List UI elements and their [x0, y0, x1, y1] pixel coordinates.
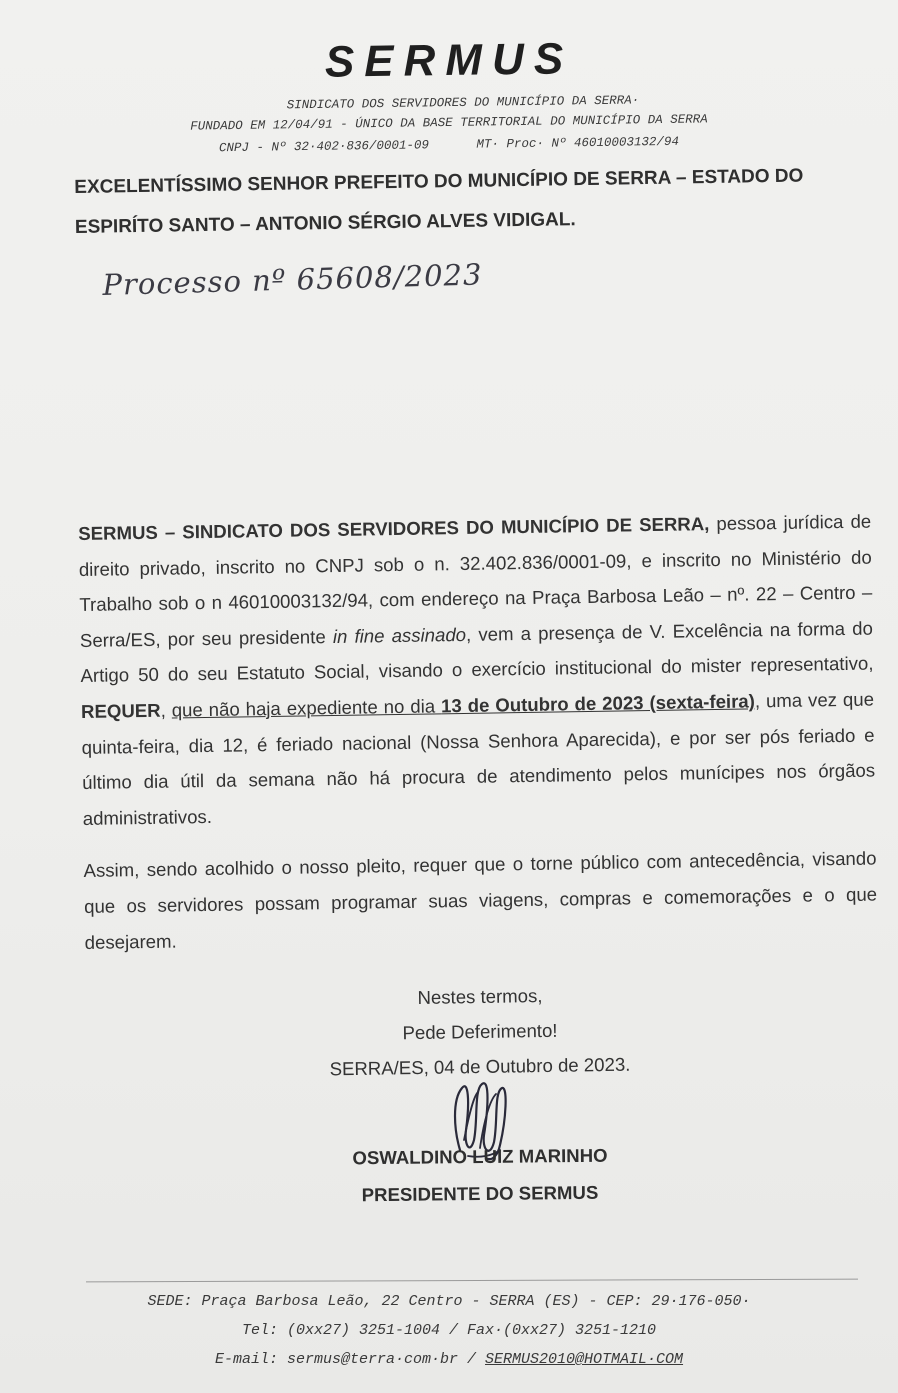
- letter-body: [78, 504, 878, 961]
- footer-email: [0, 1351, 898, 1368]
- footer-email-primary: E-mail: sermus@terra·com·br /: [214, 1351, 485, 1368]
- sender-name: SERMUS – SINDICATO DOS SERVIDORES DO MUNICÍPIO DE SERRA,: [78, 513, 710, 544]
- footer-email-secondary: SERMUS2010@HOTMAIL·COM: [485, 1351, 684, 1368]
- addressee-line-2: ESPIRÍTO SANTO – ANTONIO SÉRGIO ALVES VIDIGAL.: [74, 209, 576, 238]
- request-underlined: que não haja expediente no dia: [171, 695, 442, 721]
- body-paragraph-1: [78, 504, 876, 837]
- addressee: [74, 155, 875, 248]
- letterhead-cnpj: CNPJ - Nº 32·402·836/0001-09: [218, 138, 430, 156]
- letterhead-mt: MT· Proc· Nº 46010003132/94: [476, 134, 680, 152]
- letterhead-brand: SERMUS: [324, 34, 574, 87]
- body-text: pessoa jurídica de direito privado, inscrito no CNPJ sob o n. 32.402.836/0001-09, e inscrito no Ministério do Trabalho sob o n 46010003132/94, com endereço na Praça Barbosa Leão – nº. 22 – Centro – Serra/ES, por seu presidente: [78, 510, 873, 651]
- letterhead-founded: FUNDADO EM 12/04/91 - ÚNICO DA BASE TERRITORIAL DO MUNICÍPIO DA SERRA: [190, 112, 708, 134]
- footer-divider: [86, 1279, 858, 1283]
- body-italic: in fine assinado: [332, 623, 467, 647]
- closing-place-date: SERRA/ES, 04 de Outubro de 2023.: [329, 1053, 631, 1080]
- body-paragraph-2: Assim, sendo acolhido o nosso pleito, requer que o torne público com antecedência, visando que os servidores possam programar suas viagens, compras e comemorações e o que desejarem.: [83, 847, 878, 953]
- letterhead-registrations: [0, 132, 898, 159]
- signer-name: OSWALDINO LUIZ MARINHO: [352, 1144, 608, 1169]
- closing-terms: Nestes termos,: [417, 985, 543, 1008]
- signer-title: PRESIDENTE DO SERMUS: [361, 1181, 599, 1206]
- process-number-handwritten: Processo nº 65608/2023: [102, 257, 483, 302]
- footer-address: SEDE: Praça Barbosa Leão, 22 Centro - SERRA (ES) - CEP: 29·176-050·: [147, 1293, 751, 1310]
- requer-keyword: REQUER: [80, 699, 161, 722]
- closing-request: Pede Deferimento!: [402, 1019, 558, 1044]
- footer-phones: Tel: (0xx27) 3251-1004 / Fax·(0xx27) 3251-1210: [241, 1322, 657, 1339]
- request-date: 13 de Outubro de 2023 (sexta-feira): [440, 690, 756, 717]
- letterhead-union-name: SINDICATO DOS SERVIDORES DO MUNICÍPIO DA SERRA·: [286, 93, 640, 113]
- addressee-line-1: EXCELENTÍSSIMO SENHOR PREFEITO DO MUNICÍPIO DE SERRA – ESTADO DO: [74, 165, 804, 198]
- body-text: , vem a presença de V. Excelência na forma do Artigo 50 do seu Estatuto Social, visando o exercício institucional do mister representativo,: [80, 617, 874, 687]
- body-text: , uma vez que quinta-feira, dia 12, é feriado nacional (Nossa Senhora Aparecida), e por ser pós feriado e último dia útil da semana não há procura de atendimento pelos munícipes nos órgãos administrativos.: [81, 688, 876, 829]
- body-text: ,: [160, 699, 172, 721]
